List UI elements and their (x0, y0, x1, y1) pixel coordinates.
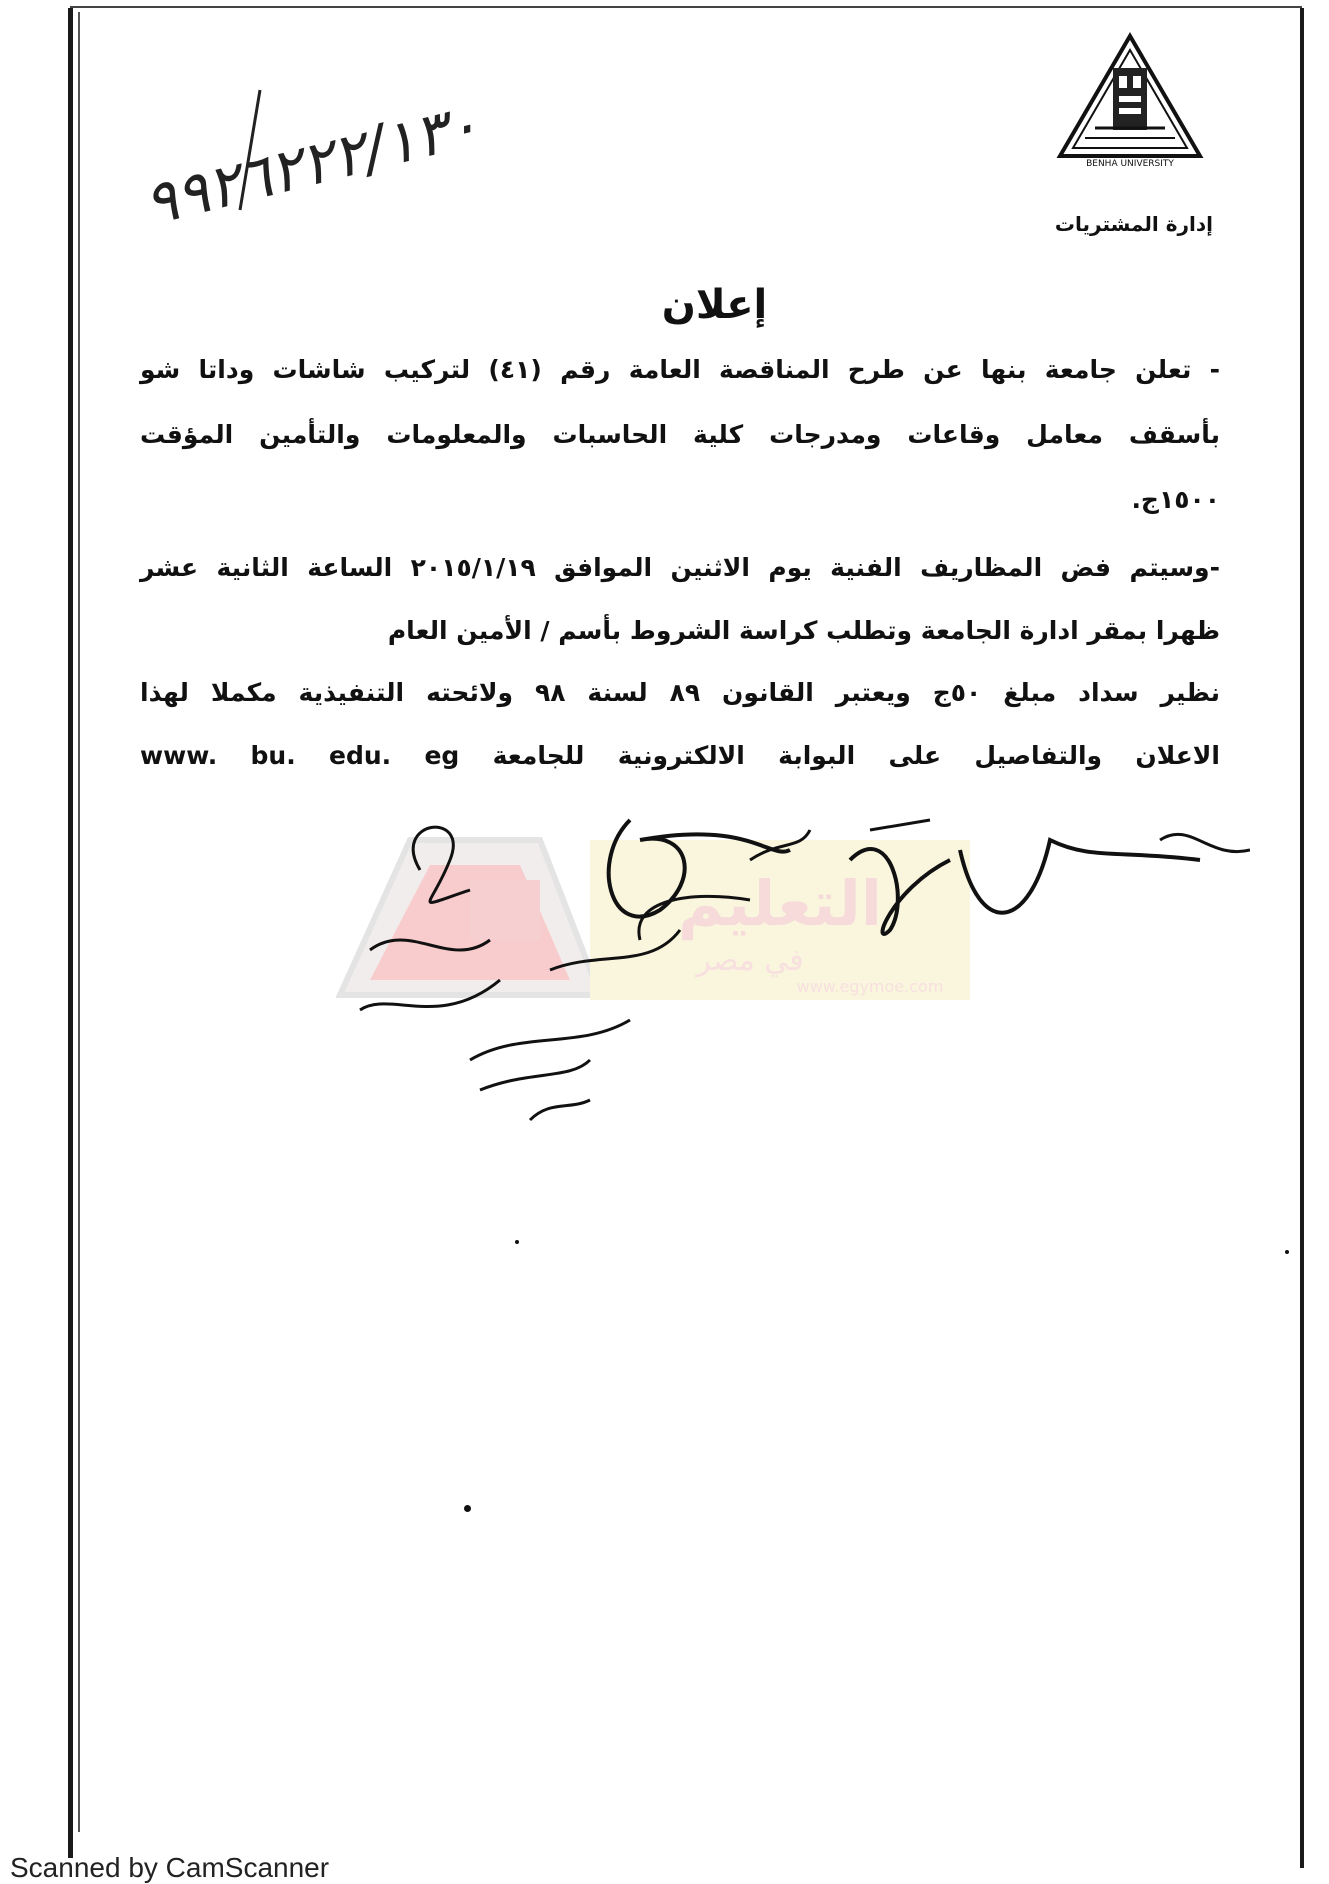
body-line-4: -وسيتم فض المظاريف الفنية يوم الاثنين الموافق ٢٠١٥/١/١٩ الساعة الثانية عشر (140, 553, 1220, 582)
body-line-6: نظير سداد مبلغ ٥٠ج ويعتبر القانون ٨٩ لسنة ٩٨ ولائحته التنفيذية مكملا لهذا (140, 678, 1220, 707)
logo-caption: BENHA UNIVERSITY (1086, 159, 1174, 168)
benha-university-logo (1055, 28, 1205, 168)
handwritten-reference-number (130, 60, 550, 240)
scan-speck (1285, 1250, 1289, 1254)
scanner-footer: Scanned by CamScanner (10, 1852, 330, 1883)
body-line-5: ظهرا بمقر ادارة الجامعة وتطلب كراسة الشروط بأسم / الأمين العام (387, 616, 1220, 645)
handwritten-number-text: ٩٩٢٦٢٢٢/١٣٠ (137, 89, 487, 240)
department-name: إدارة المشتريات (1054, 212, 1213, 236)
body-line-7: الاعلان والتفاصيل على البوابة الالكترونية للجامعة www. bu. edu. eg (140, 741, 1220, 770)
scan-speck (464, 1505, 471, 1512)
scan-speck (515, 1240, 519, 1244)
watermark-sub: في مصر (696, 943, 804, 978)
body-line-1: - تعلن جامعة بنها عن طرح المناقصة العامة رقم (٤١) لتركيب شاشات وداتا شو (140, 355, 1220, 384)
watermark-brand: التعليم (677, 867, 883, 940)
body-line-3: ١٥٠٠ج. (1131, 485, 1220, 514)
watermark-site: www.egymoe.com (796, 977, 944, 996)
document-title-text: إعلان (661, 282, 768, 328)
body-line-2: بأسقف معامل وقاعات ومدرجات كلية الحاسبات والمعلومات والتأمين المؤقت (140, 420, 1220, 449)
scan-edge-top (70, 6, 1302, 8)
document-title (0, 282, 1329, 328)
handwritten-signatures (330, 800, 1250, 1130)
